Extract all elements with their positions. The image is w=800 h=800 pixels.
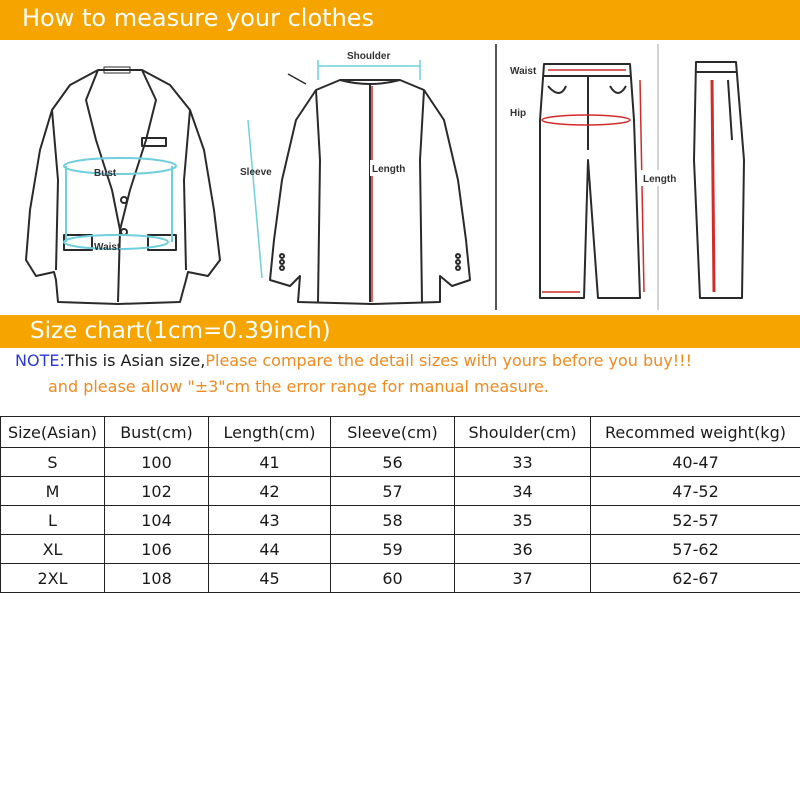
cell-sleeve: 59 <box>331 535 455 564</box>
pants-side-illustration <box>694 62 744 298</box>
cell-bust: 106 <box>105 535 209 564</box>
pants-front-measure-lines <box>542 70 644 292</box>
cell-shoulder: 37 <box>455 564 591 593</box>
note-line-1 <box>15 351 692 370</box>
cell-length: 41 <box>209 448 331 477</box>
table-row <box>1 506 800 535</box>
pants-side-length-line <box>712 80 714 292</box>
cell-length: 45 <box>209 564 331 593</box>
cell-sleeve: 60 <box>331 564 455 593</box>
measurement-diagram <box>0 40 800 312</box>
shoulder-label: Shoulder <box>347 51 391 62</box>
note-line-2: and please allow "±3"cm the error range for manual measure. <box>48 377 549 396</box>
cell-bust: 100 <box>105 448 209 477</box>
waist-label-front: Waist <box>94 242 121 253</box>
cell-weight: 57-62 <box>591 535 800 564</box>
cell-shoulder: 34 <box>455 477 591 506</box>
cell-length: 44 <box>209 535 331 564</box>
table-row <box>1 477 800 506</box>
cell-length: 42 <box>209 477 331 506</box>
header-title: How to measure your clothes <box>22 4 375 32</box>
bust-label: Bust <box>94 168 117 179</box>
note-compare: Please compare the detail sizes with yours before you buy!!! <box>205 351 692 370</box>
cell-size: S <box>1 448 105 477</box>
cell-size: XL <box>1 535 105 564</box>
header-length: Length(cm) <box>209 417 331 448</box>
cell-shoulder: 35 <box>455 506 591 535</box>
cell-sleeve: 58 <box>331 506 455 535</box>
cell-bust: 108 <box>105 564 209 593</box>
cell-weight: 52-57 <box>591 506 800 535</box>
cell-weight: 62-67 <box>591 564 800 593</box>
header-bust: Bust(cm) <box>105 417 209 448</box>
note-asian-size: This is Asian size, <box>64 351 206 370</box>
jacket-back-illustration <box>270 80 470 304</box>
cell-size: M <box>1 477 105 506</box>
cell-bust: 104 <box>105 506 209 535</box>
header-size: Size(Asian) <box>1 417 105 448</box>
cell-sleeve: 56 <box>331 448 455 477</box>
header-bar <box>0 0 800 40</box>
table-row <box>1 564 800 593</box>
cell-length: 43 <box>209 506 331 535</box>
cell-size: 2XL <box>1 564 105 593</box>
note-label: NOTE: <box>15 351 65 370</box>
hip-label: Hip <box>510 108 527 119</box>
size-chart-bar <box>0 315 800 348</box>
table-row <box>1 448 800 477</box>
size-table <box>0 416 800 593</box>
header-weight: Recommed weight(kg) <box>591 417 800 448</box>
jacket-length-label: Length <box>372 164 406 175</box>
pants-front-illustration <box>540 64 640 298</box>
cell-weight: 47-52 <box>591 477 800 506</box>
header-shoulder: Shoulder(cm) <box>455 417 591 448</box>
pants-length-label: Length <box>643 174 677 185</box>
cell-bust: 102 <box>105 477 209 506</box>
jacket-back-measure-lines <box>248 60 420 302</box>
table-row <box>1 535 800 564</box>
cell-size: L <box>1 506 105 535</box>
pants-waist-label: Waist <box>510 66 537 77</box>
table-header-row <box>1 417 800 448</box>
cell-shoulder: 33 <box>455 448 591 477</box>
size-chart-title: Size chart(1cm=0.39inch) <box>30 318 331 344</box>
cell-sleeve: 57 <box>331 477 455 506</box>
sleeve-label: Sleeve <box>240 167 272 178</box>
cell-weight: 40-47 <box>591 448 800 477</box>
header-sleeve: Sleeve(cm) <box>331 417 455 448</box>
jacket-front-illustration <box>26 67 220 304</box>
cell-shoulder: 36 <box>455 535 591 564</box>
